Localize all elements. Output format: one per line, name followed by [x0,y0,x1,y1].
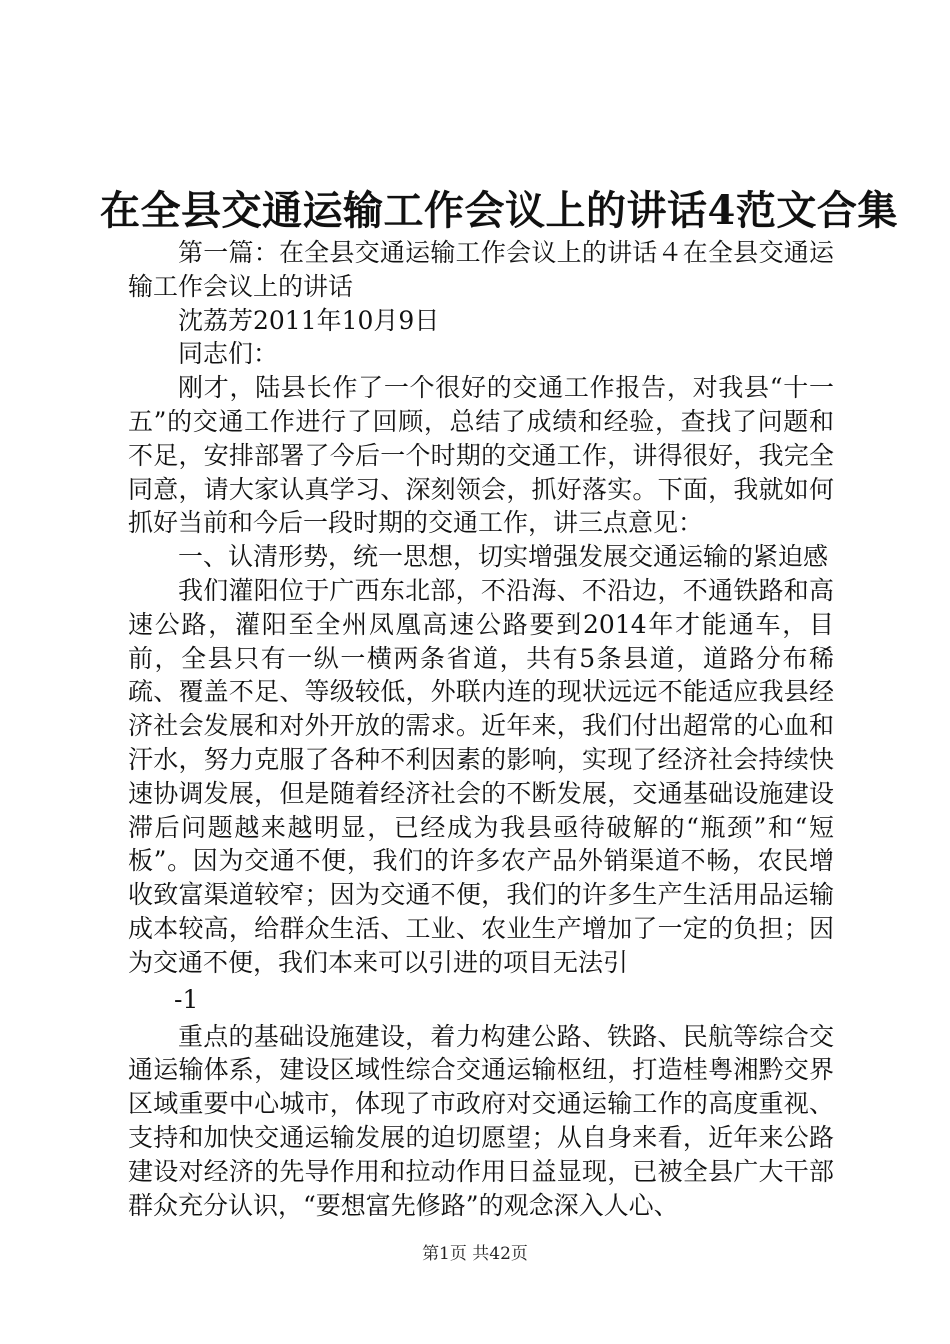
document-title: 在全县交通运输工作会议上的讲话4范文合集 [100,187,898,234]
paragraph-heading: 第一篇：在全县交通运输工作会议上的讲话４在全县交通运输工作会议上的讲话 [128,238,834,301]
paragraph-continuation: 重点的基础设施建设，着力构建公路、铁路、民航等综合交通运输体系，建设区域性综合交通运输枢纽，打造桂粤湘黔交界区域重要中心城市，体现了市政府对交通运输工作的高度重视、支持和加快交通运输发展的迫切愿望；从自身来看，近年来公路建设对经济的先导作用和拉动作用日益显现，已被全县广大干部群众充分认识，“要想富先修路”的观念深入人心、 [128,1021,834,1220]
paragraph-author-date: 沈荔芳2011年10月9日 [178,305,440,335]
page-marker: -1 [174,984,199,1014]
paragraph-body: 我们灌阳位于广西东北部，不沿海、不沿边，不通铁路和高速公路，灌阳至全州凤凰高速公路要到2014年才能通车，目前，全县只有一纵一横两条省道，共有5条县道，道路分布稀疏、覆盖不足、等级较低，外联内连的现状远远不能适应我县经济社会发展和对外开放的需求。近年来，我们付出超常的心血和汗水，努力克服了各种不利因素的影响，实现了经济社会持续快速协调发展，但是随着经济社会的不断发展，交通基础设施建设滞后问题越来越明显，已经成为我县亟待破解的“瓶颈”和“短板”。因为交通不便，我们的许多农产品外销渠道不畅，农民增收致富渠道较窄；因为交通不便，我们的许多生产生活用品运输成本较高，给群众生活、工业、农业生产增加了一定的负担；因为交通不便，我们本来可以引进的项目无法引 [128,575,834,977]
paragraph-intro: 刚才，陆县长作了一个很好的交通工作报告，对我县“十一五”的交通工作进行了回顾，总结了成绩和经验，查找了问题和不足，安排部署了今后一个时期的交通工作，讲得很好，我完全同意，请大家认真学习、深刻领会，抓好落实。下面，我就如何抓好当前和今后一段时期的交通工作，讲三点意见： [128,373,834,538]
paragraph-section-one: 一、认清形势，统一思想，切实增强发展交通运输的紧迫感 [178,542,829,572]
page-footer: 第1页 共42页 [422,1244,528,1264]
paragraph-salutation: 同志们： [178,339,279,369]
document-body [128,236,834,1222]
